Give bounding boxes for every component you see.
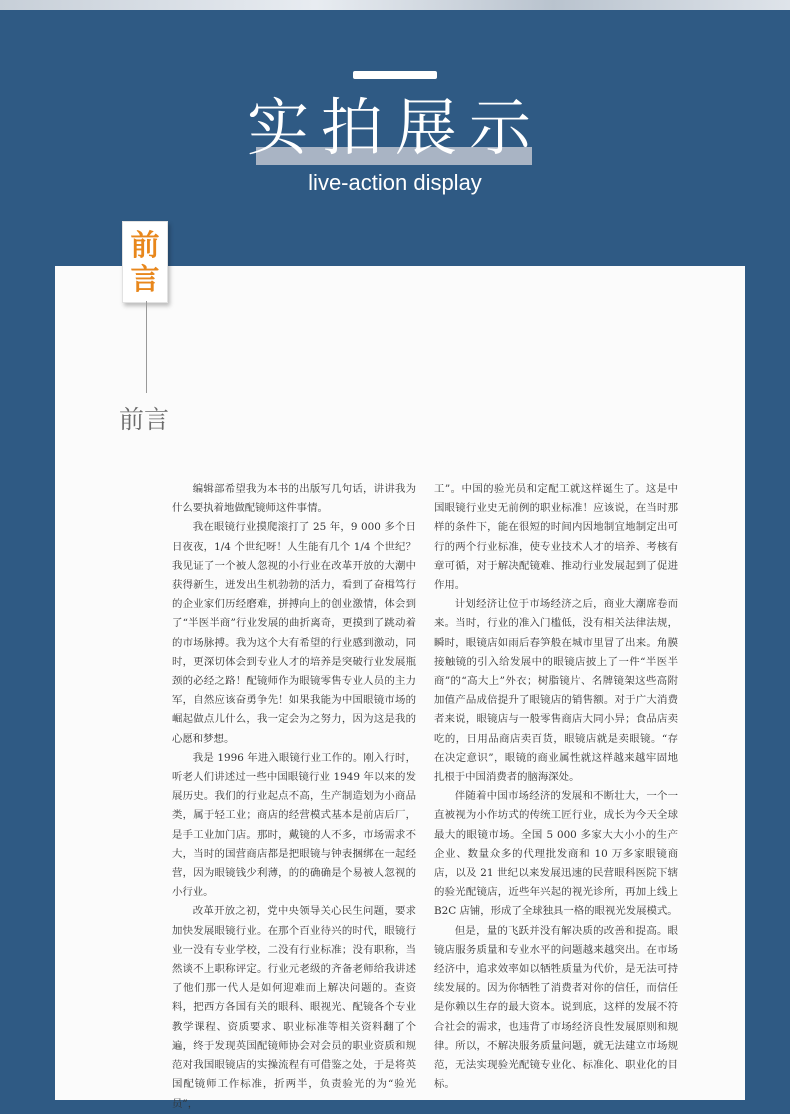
- title-decoration-bar: [353, 71, 437, 79]
- body-paragraph: 编辑部希望我为本书的出版写几句话，讲讲我为什么要执着地做配镜师这件事情。: [172, 483, 416, 515]
- top-decorative-strip: [0, 0, 790, 10]
- page-title: 实拍展示: [246, 91, 543, 164]
- body-paragraph: 但是，量的飞跃并没有解决质的改善和提高。眼镜店服务质量和专业水平的问题越来越突出。在市场经济中，追求效率如以牺牲质量为代价，是无法可持续发展的。因为你牺牲了消费者对你的信任，而信任是你赖以生存的最大资本。说到底，这样的发展不符合社会的需求，也违背了市场经济良性发展原则和规律。所以，不解决服务质量问题，就无法建立市场规范，无法实现验光配镜专业化、标准化、职业化的目标。: [434, 924, 678, 1091]
- page-subtitle: live-action display: [308, 170, 482, 195]
- text-column-left: [172, 480, 416, 1114]
- vertical-divider-line: [146, 301, 147, 393]
- tab-char-1: 前: [130, 228, 160, 262]
- preface-tab-label: [122, 221, 168, 303]
- body-paragraph: 工”。中国的验光员和定配工就这样诞生了。这是中国眼镜行业史无前例的职业标准！应该说，在当时那样的条件下，能在很短的时间内因地制宜地制定出可行的两个行业标准，使专业技术人才的培养、考核有章可循，对于解决配镜难、推动行业发展起到了促进作用。: [434, 483, 678, 592]
- body-paragraph: 我是 1996 年进入眼镜行业工作的。刚入行时，听老人们讲述过一些中国眼镜行业 1949 年以来的发展历史。我们的行业起点不高，生产制造划为小商品类，属于轻工业；商店的经营模式基本是前店后厂，是手工业加门店。那时，戴镜的人不多，市场需求不大，当时的国营商店都是把眼镜与钟表捆绑在一起经营，因为眼镜钱少利薄，的的确确是个易被人忽视的小行业。: [172, 751, 416, 899]
- body-paragraph: 改革开放之初，党中央领导关心民生问题，要求加快发展眼镜行业。在那个百业待兴的时代，眼镜行业一没有专业学校，二没有行业标准；没有职称，当然谈不上职称评定。行业元老级的齐备老师给我讲述了他们那一代人是如何迎难而上解决问题的。查资料，把西方各国有关的眼科、眼视光、配镜各个专业教学课程、资质要求、职业标准等相关资料翻了个遍，终于发现英国配镜师协会对会员的职业资质和规范对我国眼镜店的实操流程有可借鉴之处，于是将英国配镜师工作标准，折两半，负责验光的为“验光员”，: [172, 905, 416, 1110]
- body-paragraph: 我在眼镜行业摸爬滚打了 25 年，9 000 多个日日夜夜，1/4 个世纪呀！人生能有几个 1/4 个世纪？我见证了一个被人忽视的小行业在改革开放的大潮中获得新生，迸发出生机勃勃的活力，看到了奋楫笃行的企业家们历经磨难，拼搏向上的创业激情，体会到了“半医半商”行业发展的曲折离奇，更摸到了跳动着的市场脉搏。我为这个大有希望的行业感到激动，同时，更深切体会到专业人才的培养是突破行业发展瓶颈的必经之路！配镜师作为眼镜零售专业人员的主力军，自然应该奋勇争先！如果我能为中国眼镜市场的崛起做点儿什么，我一定会为之努力，因为这是我的心愿和梦想。: [172, 521, 416, 745]
- text-column-right: [434, 480, 678, 1095]
- body-paragraph: 伴随着中国市场经济的发展和不断壮大，一个一直被视为小作坊式的传统工匠行业，成长为今天全球最大的眼镜市场。全国 5 000 多家大大小小的生产企业、数量众多的代理批发商和 10 万多家眼镜商店，以及 21 世纪以来发展迅速的民营眼科医院下辖的验光配镜店，近些年兴起的视光诊所，再加上线上 B2C 店铺，形成了全球独具一格的眼视光发展模式。: [434, 790, 678, 918]
- tab-char-2: 言: [130, 262, 160, 296]
- section-heading: 前言: [119, 405, 170, 434]
- body-paragraph: 计划经济让位于市场经济之后，商业大潮席卷而来。当时，行业的准入门槛低，没有相关法律法规，瞬时，眼镜店如雨后春笋般在城市里冒了出来。角膜接触镜的引入给发展中的眼镜店披上了一件“半医半商”的“高大上”外衣；树脂镜片、名牌镜架这些高附加值产品成倍提升了眼镜店的销售额。对于广大消费者来说，眼镜店与一般零售商店大同小异；食品店卖吃的，日用品商店卖百货，眼镜店就是卖眼镜。“存在决定意识”，眼镜的商业属性就这样越来越牢固地扎根于中国消费者的脑海深处。: [434, 598, 678, 784]
